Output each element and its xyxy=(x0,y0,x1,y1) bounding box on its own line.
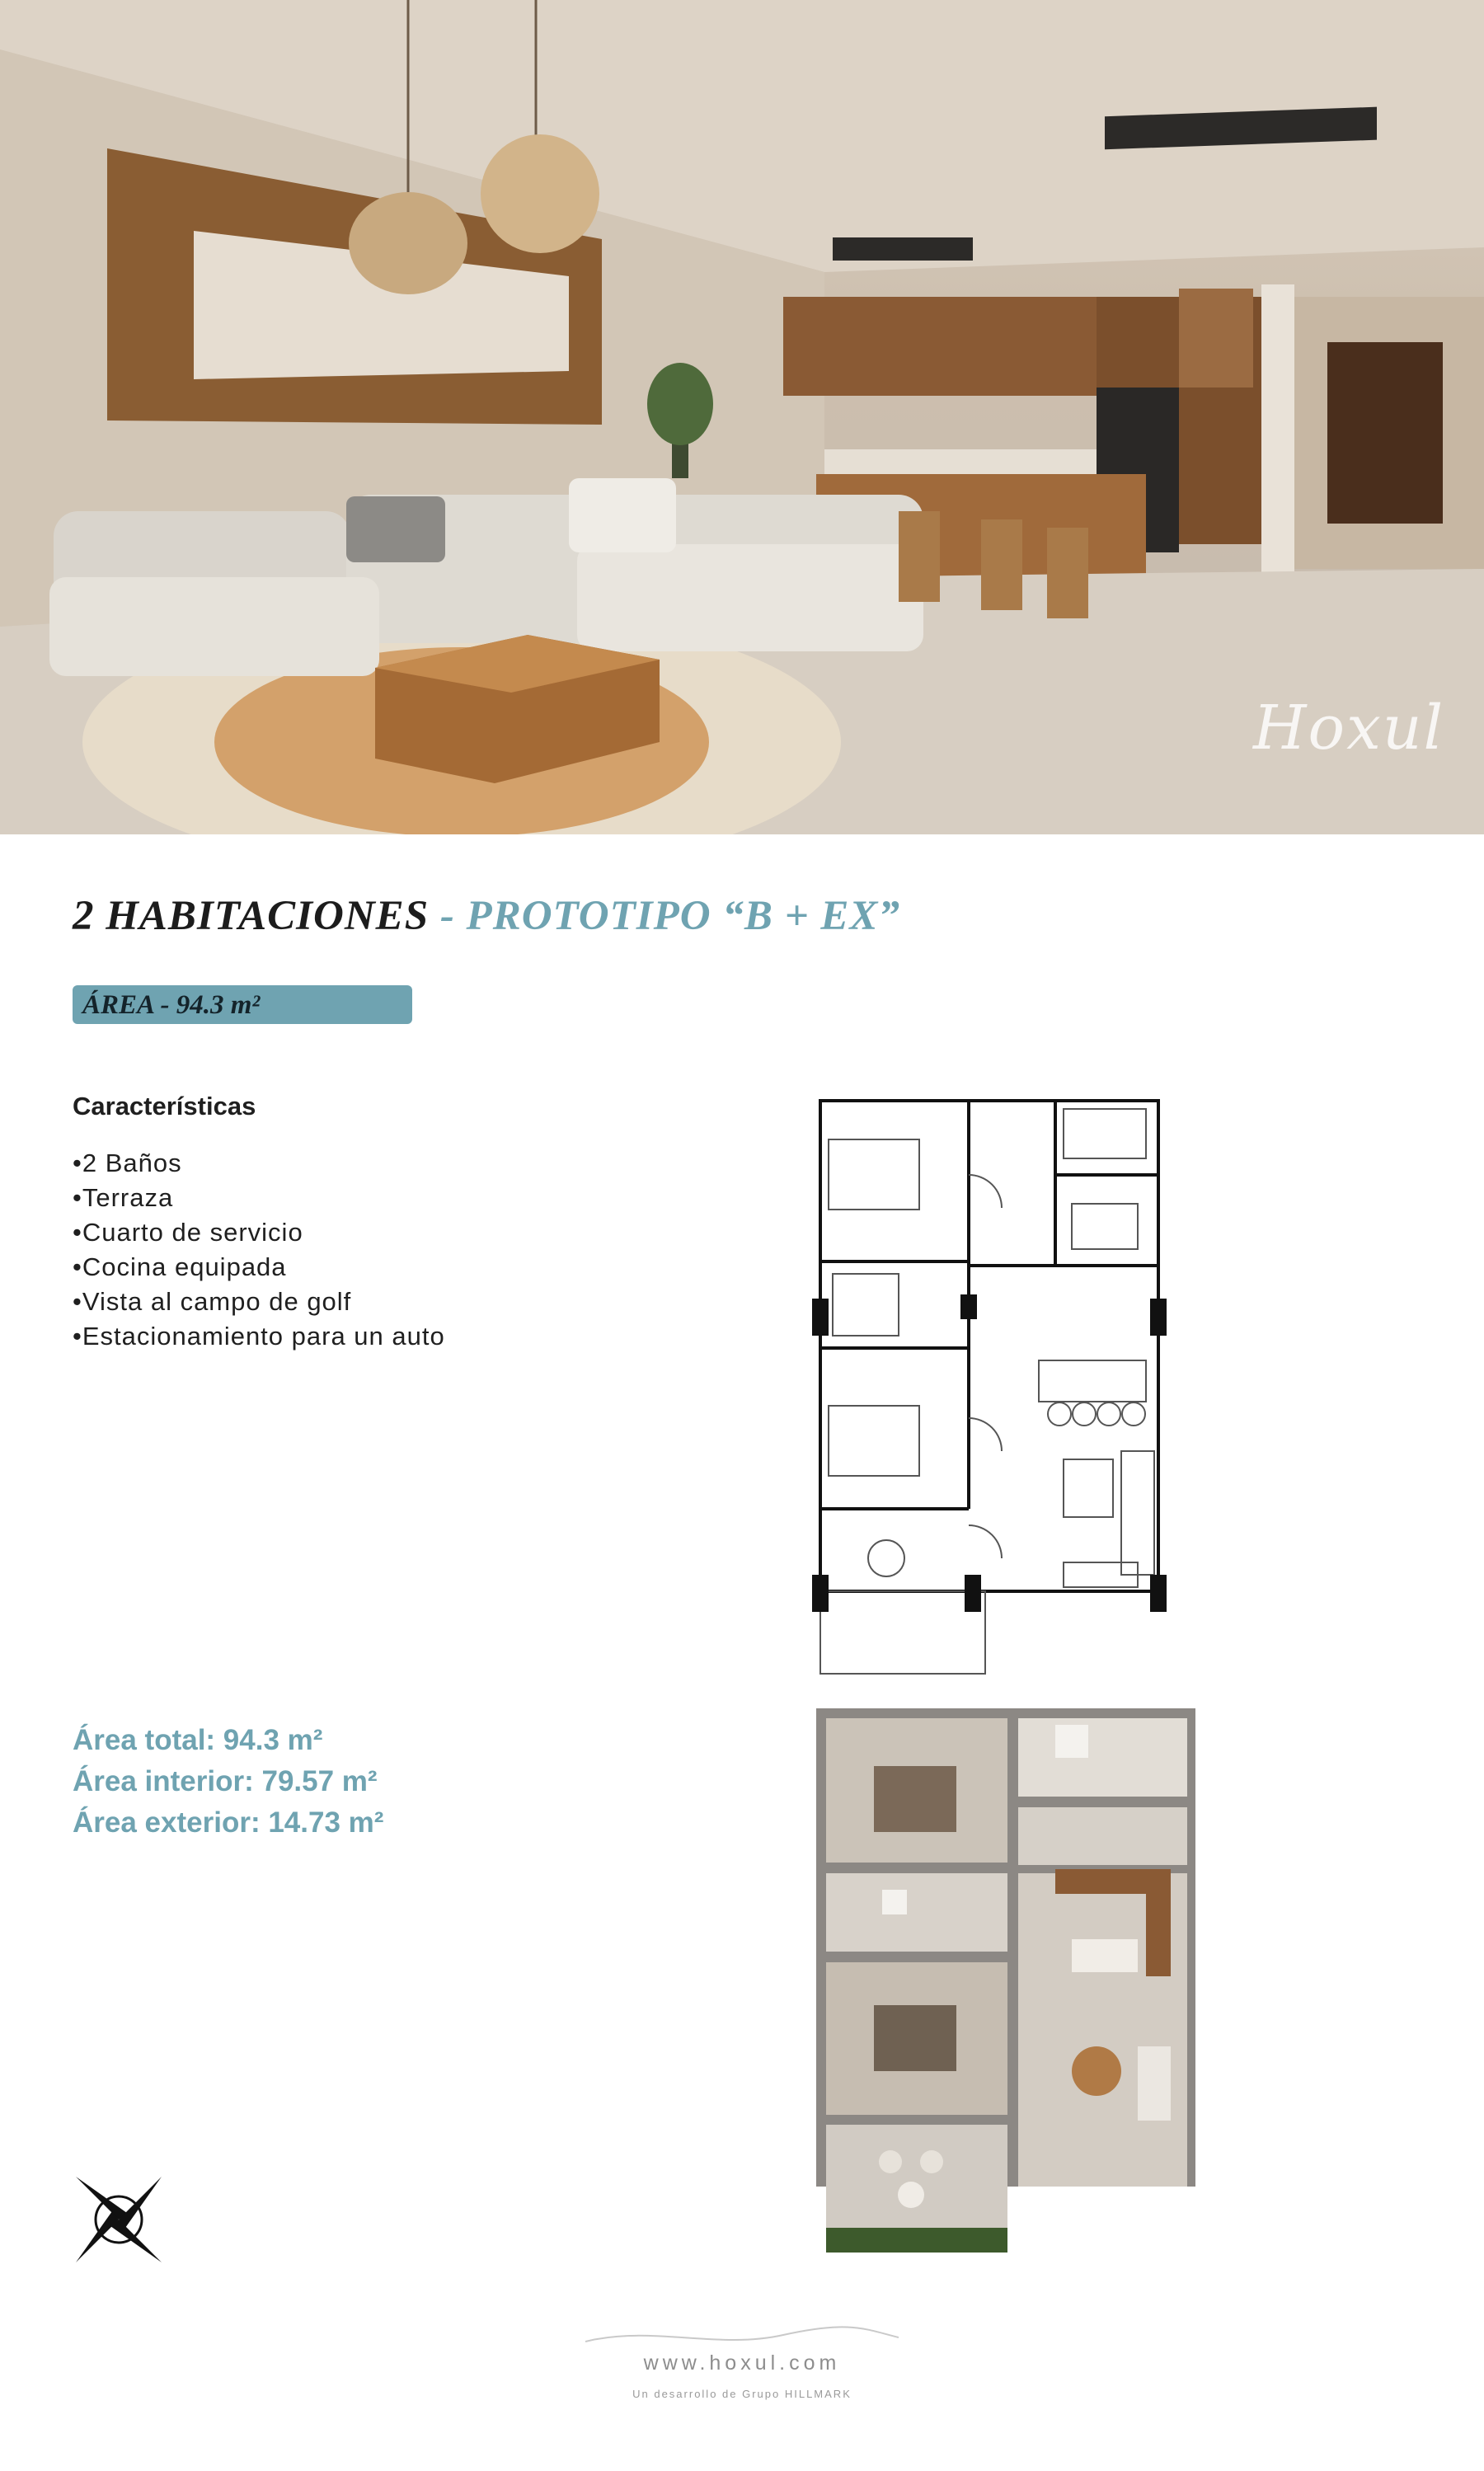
area-interior: Área interior: 79.57 m² xyxy=(73,1765,378,1797)
area-summary xyxy=(73,1720,383,1844)
floor-plan-3d xyxy=(808,1700,1204,2269)
hero-render xyxy=(0,0,1484,834)
features-heading: Características xyxy=(73,1092,256,1120)
features-list xyxy=(73,1146,445,1354)
list-item: •Estacionamiento para un auto xyxy=(73,1322,445,1351)
hoxul-watermark: Hoxul xyxy=(1253,693,1445,763)
footer-wave-decoration xyxy=(585,2325,899,2350)
floor-plan-drawing xyxy=(791,1088,1220,1682)
page-title xyxy=(73,892,900,940)
list-item: •Vista al campo de golf xyxy=(73,1287,352,1316)
compass-rose-icon xyxy=(69,2170,168,2269)
list-item: •Terraza xyxy=(73,1183,174,1212)
area-exterior: Área exterior: 14.73 m² xyxy=(73,1806,384,1839)
list-item: •2 Baños xyxy=(73,1149,182,1177)
title-rooms: 2 HABITACIONES xyxy=(73,893,430,939)
list-item: •Cuarto de servicio xyxy=(73,1218,303,1247)
area-total: Área total: 94.3 m² xyxy=(73,1724,323,1756)
list-item: •Cocina equipada xyxy=(73,1252,287,1281)
area-badge xyxy=(73,985,412,1024)
developer-tagline: Un desarrollo de Grupo HILLMARK xyxy=(632,2388,852,2400)
area-badge-label: ÁREA - 94.3 m² xyxy=(82,990,261,1020)
title-prototype: - PROTOTIPO “B + EX” xyxy=(429,893,900,939)
website-link[interactable]: www.hoxul.com xyxy=(643,2351,841,2375)
